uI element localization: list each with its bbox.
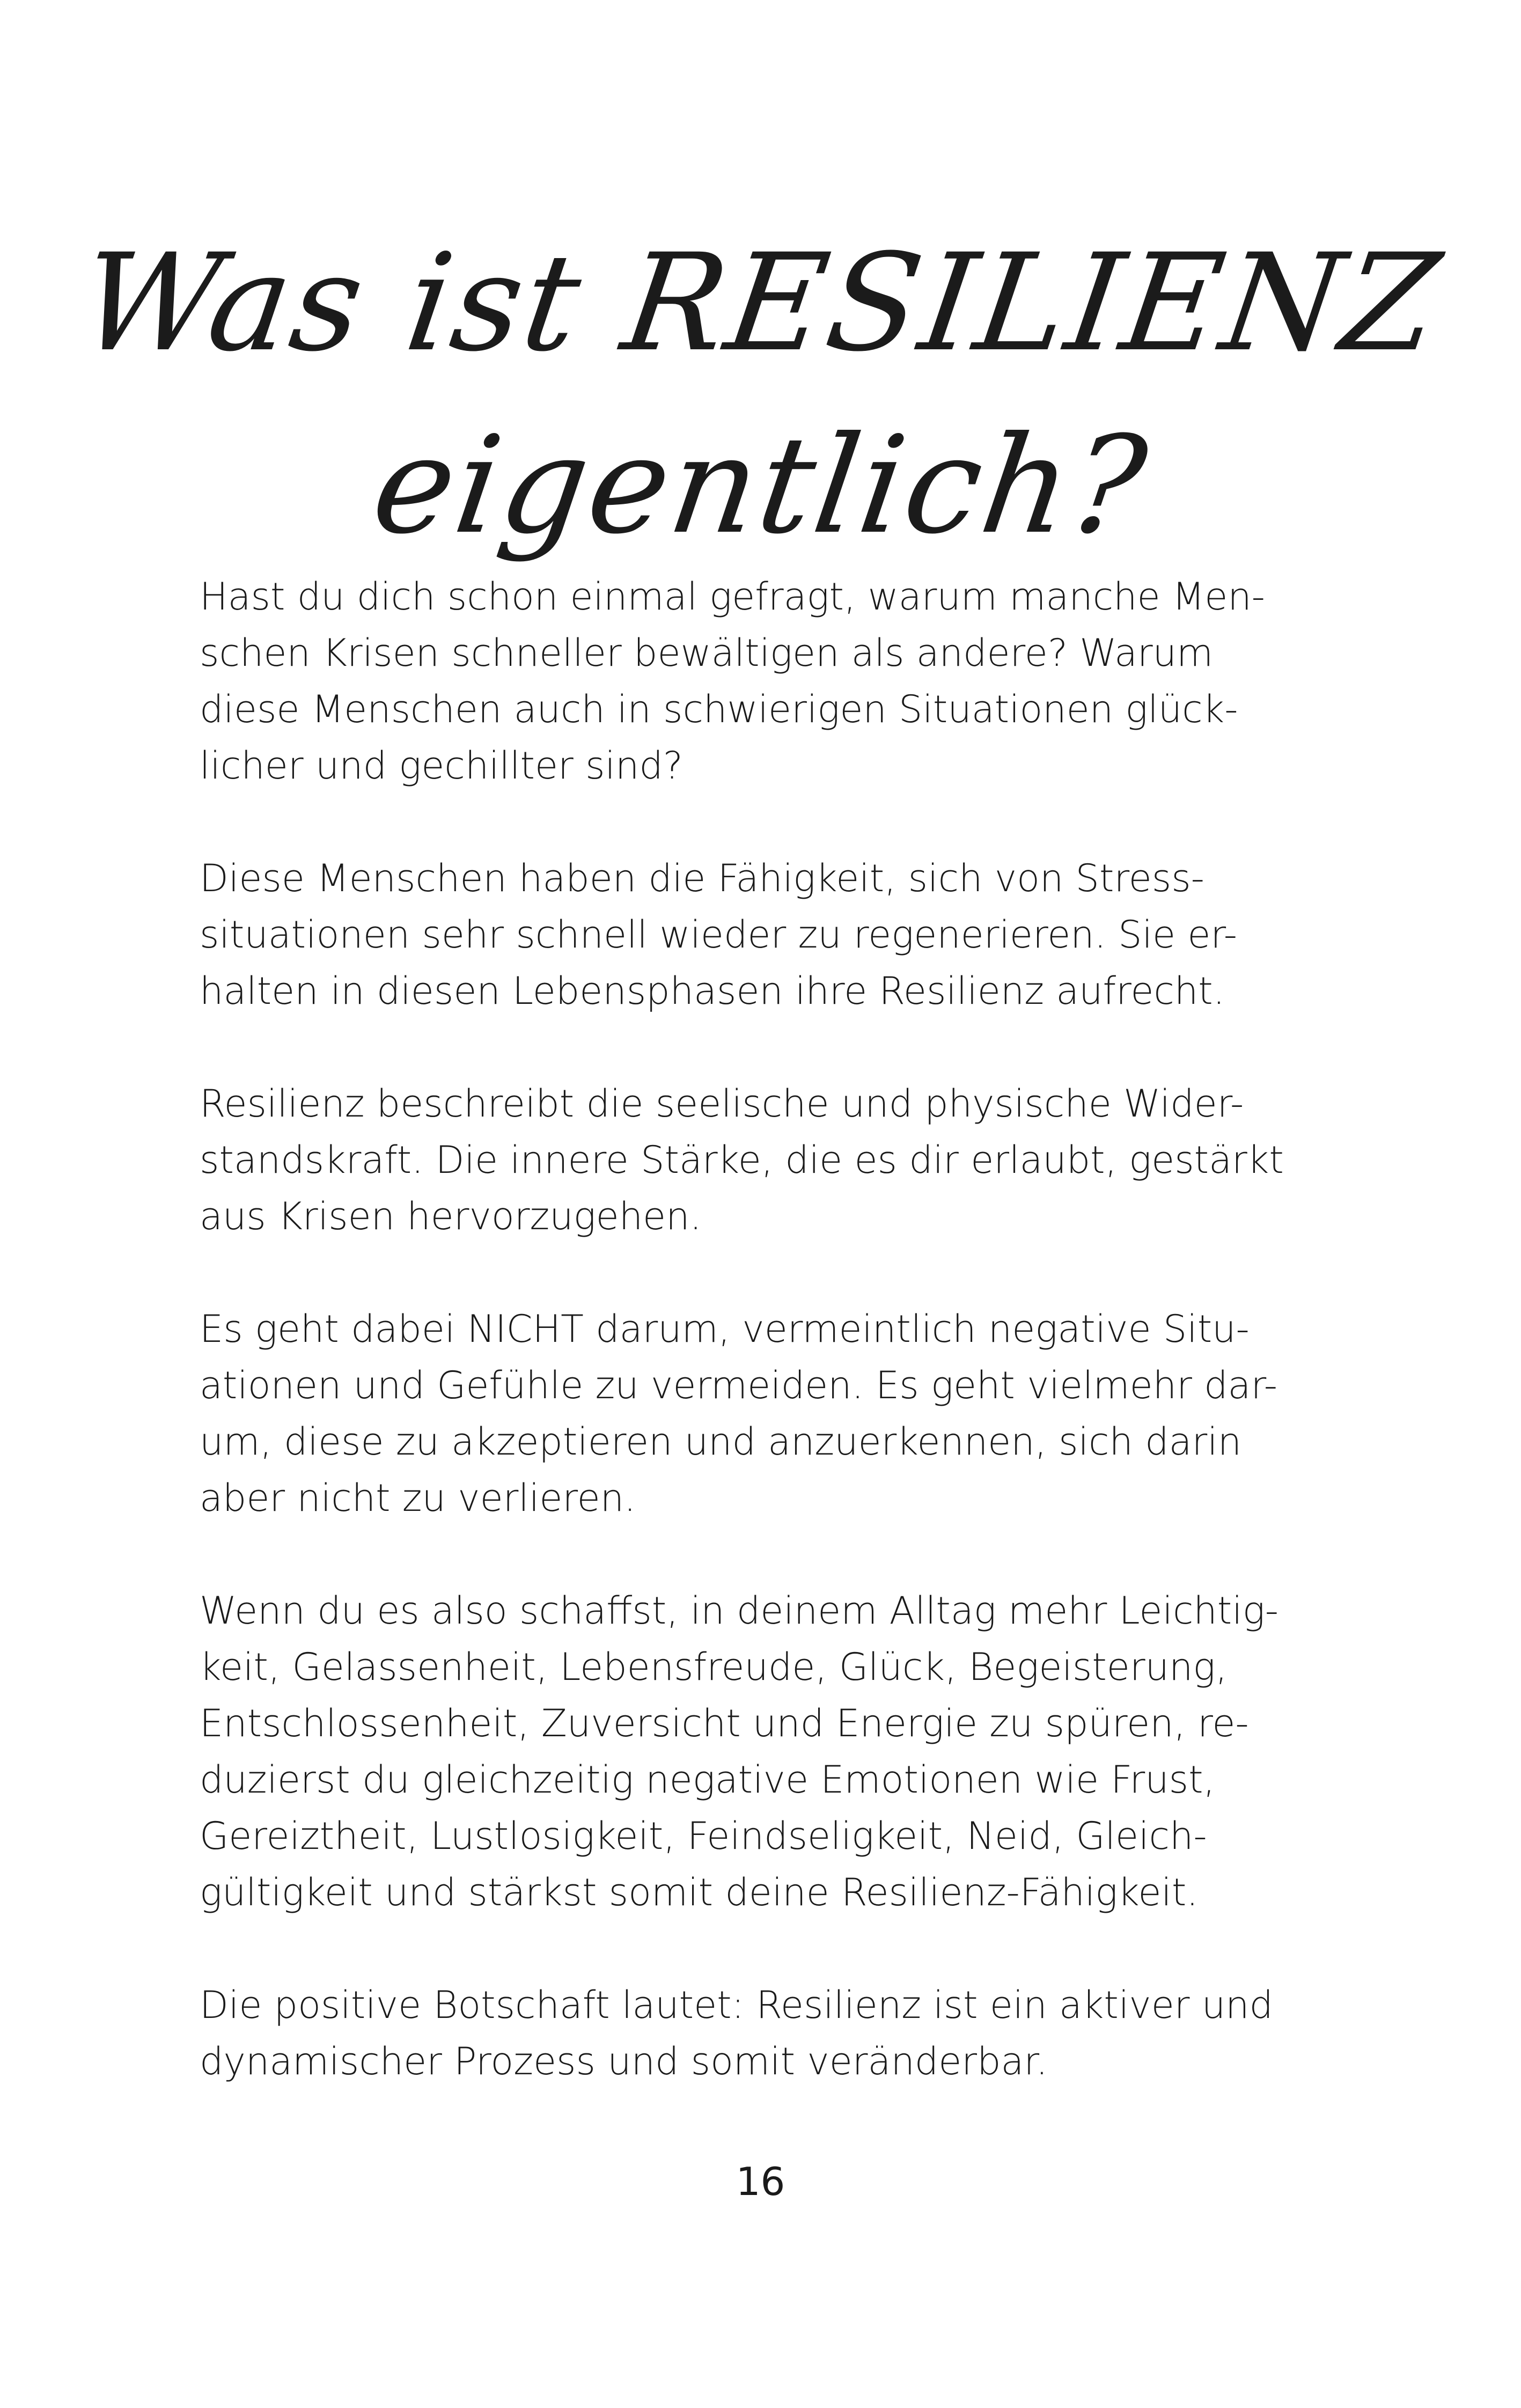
text-line: um, diese zu akzeptieren und anzuerkennen, sich darin (200, 1420, 1242, 1464)
paragraph (200, 1076, 1326, 1245)
text-line: aber nicht zu verlieren. (200, 1476, 636, 1520)
page-number: 16 (736, 2159, 785, 2204)
body-text (200, 569, 1326, 2146)
paragraph (200, 1301, 1326, 1526)
text-line: dynamischer Prozess und somit veränderbar. (200, 2039, 1048, 2083)
text-line: Wenn du es also schaffst, in deinem Alltag mehr Leichtig- (200, 1589, 1278, 1633)
text-line: Es geht dabei NICHT darum, vermeintlich negative Situ- (200, 1307, 1250, 1351)
paragraph (200, 569, 1326, 794)
text-line: Entschlossenheit, Zuversicht und Energie zu spüren, re- (200, 1701, 1249, 1745)
text-line: halten in diesen Lebensphasen ihre Resilienz aufrecht. (200, 969, 1225, 1013)
text-line: Diese Menschen haben die Fähigkeit, sich von Stress- (200, 856, 1204, 900)
text-line: Hast du dich schon einmal gefragt, warum manche Men- (200, 575, 1265, 619)
text-line: duzierst du gleichzeitig negative Emotionen wie Frust, (200, 1758, 1215, 1802)
text-line: schen Krisen schneller bewältigen als andere? Warum (200, 631, 1214, 675)
text-line: Resilienz beschreibt die seelische und physische Wider- (200, 1082, 1244, 1126)
text-line: gültigkeit und stärkst somit deine Resilienz-Fähigkeit. (200, 1870, 1199, 1914)
paragraph (200, 850, 1326, 1019)
text-line: ationen und Gefühle zu vermeiden. Es geht vielmehr dar- (200, 1363, 1278, 1407)
text-line: standskraft. Die innere Stärke, die es dir erlaubt, gestärkt (200, 1138, 1284, 1182)
text-line: diese Menschen auch in schwierigen Situationen glück- (200, 687, 1238, 731)
text-line: situationen sehr schnell wieder zu regenerieren. Sie er- (200, 913, 1237, 957)
text-line: Gereiztheit, Lustlosigkeit, Feindseligkeit, Neid, Gleich- (200, 1814, 1207, 1858)
text-line: Die positive Botschaft lautet: Resilienz ist ein aktiver und (200, 1983, 1273, 2027)
page-title-continuation: eigentlich? (364, 407, 1157, 563)
text-line: aus Krisen hervorzugehen. (200, 1194, 702, 1238)
paragraph (200, 1977, 1326, 2090)
paragraph (200, 1583, 1326, 1921)
text-line: licher und gechillter sind? (200, 744, 683, 788)
page-title: Was ist RESILIENZ (71, 225, 1450, 381)
text-line: keit, Gelassenheit, Lebensfreude, Glück, Begeisterung, (200, 1645, 1228, 1689)
